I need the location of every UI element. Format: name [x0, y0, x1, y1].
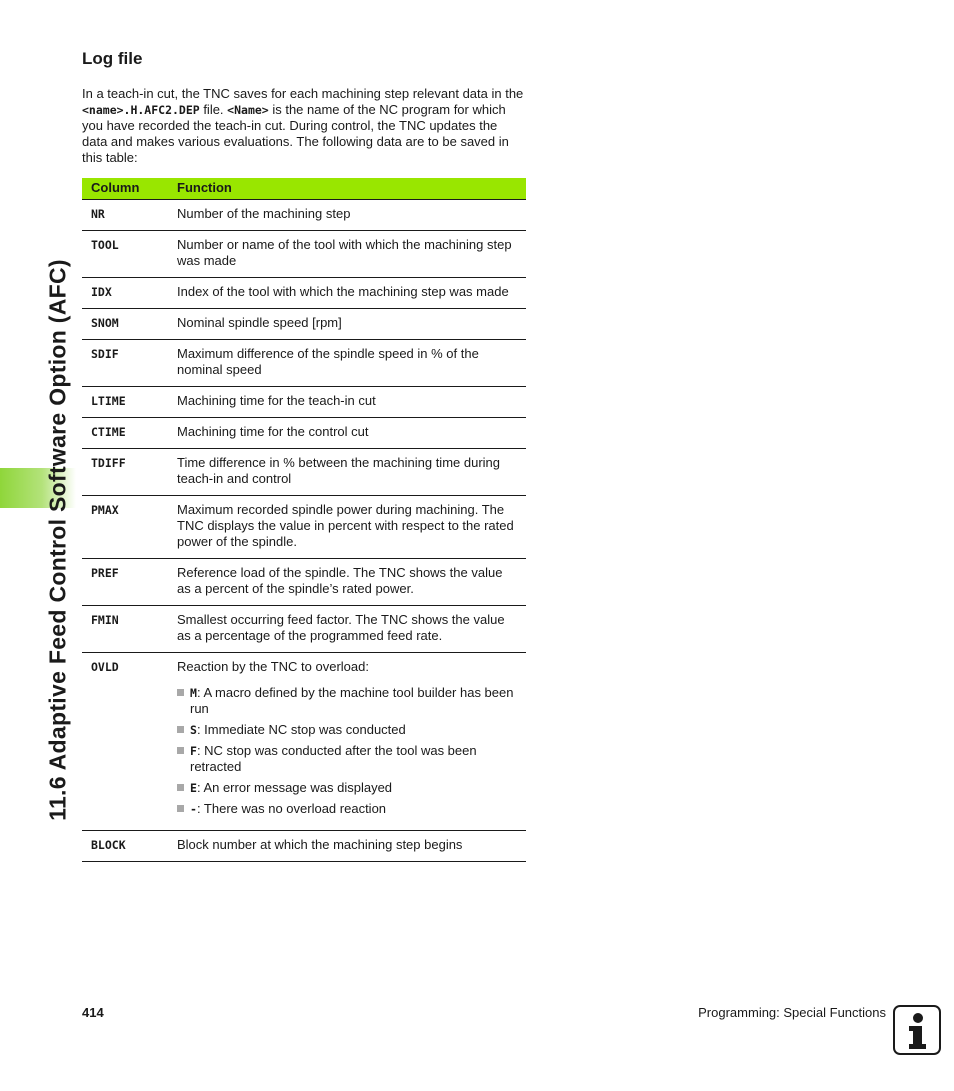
- list-item: [177, 685, 518, 717]
- table-row: [82, 418, 526, 449]
- table-row: [82, 606, 526, 653]
- column-function: Number of the machining step: [168, 200, 526, 231]
- table-row: [82, 231, 526, 278]
- option-key: S: [190, 723, 197, 737]
- page-number: 414: [82, 1005, 104, 1020]
- table-row: [82, 831, 526, 862]
- column-function: Smallest occurring feed factor. The TNC shows the value as a percentage of the programmed feed rate.: [168, 606, 526, 653]
- table-row: [82, 309, 526, 340]
- column-function: [168, 653, 526, 831]
- table-row: [82, 278, 526, 309]
- column-function: Index of the tool with which the machining step was made: [168, 278, 526, 309]
- option-key: E: [190, 781, 197, 795]
- column-function: Reference load of the spindle. The TNC shows the value as a percent of the spindle’s rated power.: [168, 559, 526, 606]
- column-name: PREF: [82, 559, 168, 606]
- table-row: [82, 200, 526, 231]
- intro-paragraph: In a teach-in cut, the TNC saves for each machining step relevant data in the <name>.H.AFC2.DEP file. <Name> is the name of the NC program for which you have recorded the teach-in cut. During control, the TNC updates the data and makes various evaluations. The following data are to be saved in this table:: [82, 86, 524, 165]
- table-row: [82, 559, 526, 606]
- table-row: [82, 449, 526, 496]
- column-name: LTIME: [82, 387, 168, 418]
- table-row-ovld: [82, 653, 526, 831]
- option-text: : A macro defined by the machine tool builder has been run: [190, 685, 514, 716]
- column-function: Nominal spindle speed [rpm]: [168, 309, 526, 340]
- column-name: FMIN: [82, 606, 168, 653]
- header-function: Function: [168, 178, 526, 200]
- ovld-description: Reaction by the TNC to overload:: [177, 659, 369, 674]
- column-function: Block number at which the machining step begins: [168, 831, 526, 862]
- column-name: BLOCK: [82, 831, 168, 862]
- column-function: Machining time for the teach-in cut: [168, 387, 526, 418]
- list-item: [177, 743, 518, 775]
- option-key: F: [190, 744, 197, 758]
- column-name: OVLD: [82, 653, 168, 831]
- option-key: -: [190, 802, 197, 816]
- log-file-table: [82, 178, 526, 862]
- list-item: [177, 722, 518, 738]
- table-header-row: [82, 178, 526, 200]
- column-function: Number or name of the tool with which the machining step was made: [168, 231, 526, 278]
- chapter-side-title-text: 11.6 Adaptive Feed Control Software Option (AFC): [44, 259, 71, 821]
- option-text: : There was no overload reaction: [196, 801, 387, 816]
- column-name: PMAX: [82, 496, 168, 559]
- ovld-options-list: [177, 685, 518, 817]
- option-text: : Immediate NC stop was conducted: [196, 722, 406, 737]
- column-name: SDIF: [82, 340, 168, 387]
- option-key: M: [190, 686, 197, 700]
- column-name: TDIFF: [82, 449, 168, 496]
- program-name-code: <Name>: [227, 103, 269, 117]
- option-text: : An error message was displayed: [196, 780, 393, 795]
- column-name: CTIME: [82, 418, 168, 449]
- header-column: Column: [82, 178, 168, 200]
- table-row: [82, 387, 526, 418]
- table-row: [82, 496, 526, 559]
- main-content: [82, 48, 526, 862]
- info-icon: [893, 1005, 941, 1055]
- info-glyph: [895, 1007, 939, 1053]
- list-item: [177, 780, 518, 796]
- list-item: [177, 801, 518, 817]
- option-text: : NC stop was conducted after the tool was been retracted: [190, 743, 477, 774]
- column-function: Time difference in % between the machining time during teach-in and control: [168, 449, 526, 496]
- column-name: IDX: [82, 278, 168, 309]
- column-function: Machining time for the control cut: [168, 418, 526, 449]
- column-function: Maximum difference of the spindle speed in % of the nominal speed: [168, 340, 526, 387]
- footer-chapter-title: Programming: Special Functions: [698, 1005, 886, 1020]
- section-heading: Log file: [82, 49, 143, 68]
- table-row: [82, 340, 526, 387]
- column-function: Maximum recorded spindle power during machining. The TNC displays the value in percent with respect to the rated power of the spindle.: [168, 496, 526, 559]
- column-name: TOOL: [82, 231, 168, 278]
- column-name: NR: [82, 200, 168, 231]
- file-name-code: <name>.H.AFC2.DEP: [82, 103, 200, 117]
- column-name: SNOM: [82, 309, 168, 340]
